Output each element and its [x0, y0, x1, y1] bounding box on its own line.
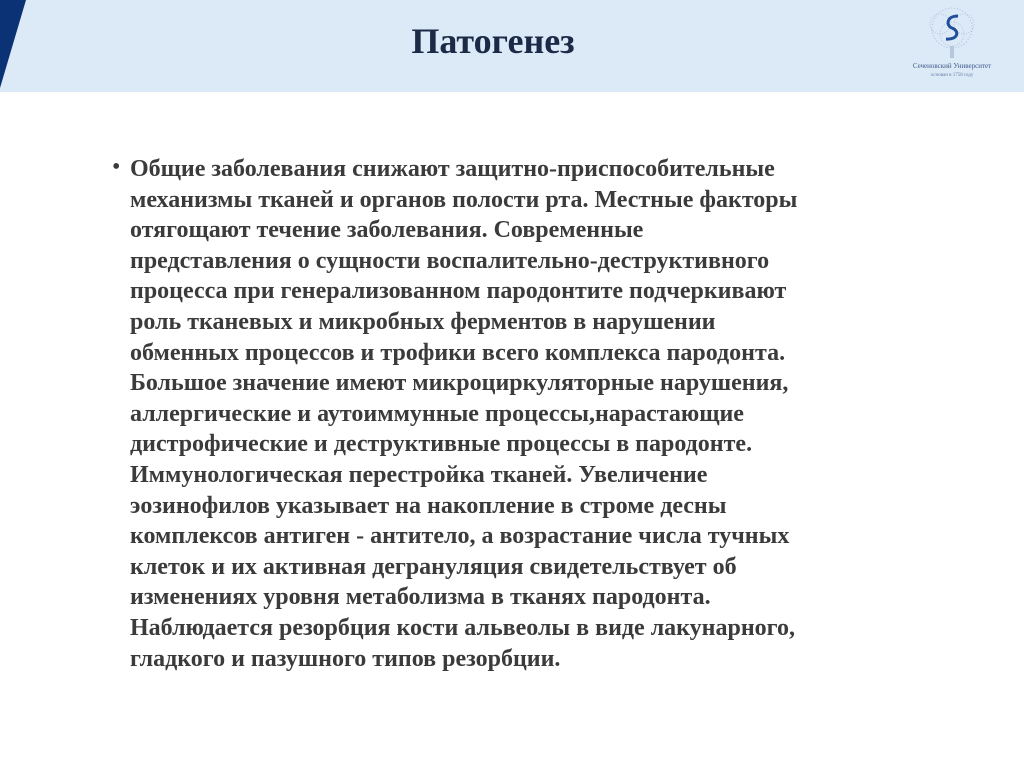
logo-subtitle: основан в 1758 году	[930, 73, 974, 78]
body-line: Наблюдается резорбция кости альвеолы в виде лакунарного,	[130, 614, 795, 641]
body-line: представления о сущности воспалительно-деструктивного	[130, 247, 770, 274]
body-line: Иммунологическая перестройка тканей. Увеличение	[130, 461, 708, 488]
body-line: Общие заболевания снижают защитно-приспособительные	[130, 156, 775, 182]
body-line: комплексов антиген - антитело, а возрастание числа тучных	[130, 523, 790, 550]
body-line: механизмы тканей и органов полости рта. Местные факторы	[130, 186, 798, 213]
body-line: обменных процессов и трофики всего комплекса пародонта.	[130, 339, 786, 366]
body-line: аллергические и аутоиммунные процессы,нарастающие	[130, 400, 744, 427]
body-line: изменениях уровня метаболизма в тканях пародонта.	[130, 584, 711, 611]
tree-logo-icon	[900, 6, 1004, 62]
body-line: гладкого и пазушного типов резорбции.	[130, 645, 561, 672]
bullet-text	[130, 154, 950, 674]
body-line: отягощают течение заболевания. Современные	[130, 217, 644, 244]
slide-title: Патогенез	[411, 21, 575, 61]
university-logo	[900, 6, 1020, 86]
body-line: дистрофические и деструктивные процессы в пародонте.	[130, 431, 753, 458]
logo-text: Сеченовский Университет	[912, 62, 992, 70]
body-line: процесса при генерализованном пародонтите подчеркивают	[130, 278, 787, 305]
slide-header	[0, 0, 1024, 92]
body-line: клеток и их активная дегрануляция свидетельствует об	[130, 553, 737, 580]
bullet-icon: •	[112, 154, 121, 180]
body-line: Большое значение имеют микроциркуляторные нарушения,	[130, 370, 789, 397]
body-line: эозинофилов указывает на накопление в строме десны	[130, 492, 727, 519]
body-line: роль тканевых и микробных ферментов в нарушении	[130, 308, 716, 335]
